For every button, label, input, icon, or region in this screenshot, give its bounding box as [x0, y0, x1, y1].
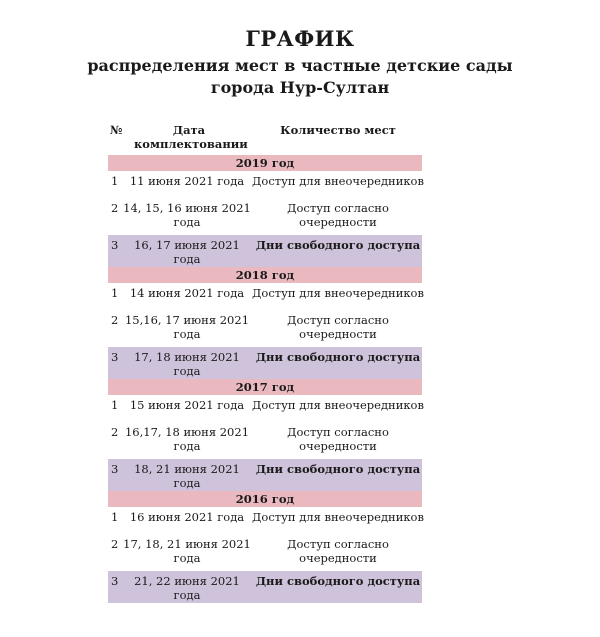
row-qty: Доступ согласно очередности	[287, 313, 389, 341]
row-qty: Дни свободного доступа	[255, 574, 421, 588]
page-title: ГРАФИК	[245, 26, 355, 51]
table-row-highlight	[108, 459, 422, 491]
table-row-highlight	[108, 571, 422, 603]
row-num: 3	[111, 574, 119, 588]
row-num: 2	[111, 201, 119, 215]
row-num: 1	[111, 286, 119, 300]
row-num: 3	[111, 462, 119, 476]
table-row	[108, 171, 422, 197]
table-row	[108, 421, 422, 459]
year-band: 2018 год	[108, 267, 422, 283]
table-row	[108, 197, 422, 235]
row-num: 2	[111, 537, 119, 551]
table-row	[108, 283, 422, 309]
table-row	[108, 533, 422, 571]
row-qty: Доступ согласно очередности	[287, 201, 389, 229]
row-date: 16,17, 18 июня 2021 года	[124, 425, 250, 453]
row-num: 1	[111, 398, 119, 412]
page-subtitle-line2: города Нур-Султан	[210, 78, 390, 97]
year-band: 2019 год	[108, 155, 422, 171]
row-qty: Дни свободного доступа	[255, 350, 421, 364]
row-num: 2	[111, 313, 119, 327]
header-qty: Количество мест	[280, 123, 396, 137]
row-num: 1	[111, 174, 119, 188]
row-qty: Доступ для внеочередников	[252, 510, 424, 524]
row-qty: Дни свободного доступа	[255, 238, 421, 252]
row-qty: Доступ для внеочередников	[252, 398, 424, 412]
row-date: 16, 17 июня 2021 года	[134, 238, 240, 266]
row-date: 15 июня 2021 года	[129, 398, 245, 412]
header-date: Дата комплектовании	[134, 123, 248, 151]
table-row-highlight	[108, 347, 422, 379]
table-row	[108, 309, 422, 347]
table-row-highlight	[108, 235, 422, 267]
row-date: 16 июня 2021 года	[129, 510, 245, 524]
row-qty: Дни свободного доступа	[255, 462, 421, 476]
row-date: 17, 18 июня 2021 года	[134, 350, 240, 378]
schedule-table	[108, 121, 422, 603]
row-qty: Доступ для внеочередников	[252, 174, 424, 188]
row-qty: Доступ согласно очередности	[287, 537, 389, 565]
row-date: 17, 18, 21 июня 2021 года	[123, 537, 251, 565]
row-date: 21, 22 июня 2021 года	[134, 574, 240, 602]
row-date: 14 июня 2021 года	[129, 286, 245, 300]
row-date: 15,16, 17 июня 2021 года	[124, 313, 250, 341]
row-num: 2	[111, 425, 119, 439]
table-row	[108, 507, 422, 533]
row-num: 1	[111, 510, 119, 524]
row-date: 14, 15, 16 июня 2021 года	[123, 201, 251, 229]
row-qty: Доступ согласно очередности	[287, 425, 389, 453]
row-num: 3	[111, 238, 119, 252]
row-num: 3	[111, 350, 119, 364]
row-date: 18, 21 июня 2021 года	[134, 462, 240, 490]
header-num: №	[110, 123, 123, 137]
row-qty: Доступ для внеочередников	[252, 286, 424, 300]
table-row	[108, 395, 422, 421]
table-header	[108, 121, 422, 155]
page-subtitle-line1: распределения мест в частные детские сады	[87, 56, 513, 75]
year-band: 2016 год	[108, 491, 422, 507]
row-date: 11 июня 2021 года	[129, 174, 245, 188]
year-band: 2017 год	[108, 379, 422, 395]
